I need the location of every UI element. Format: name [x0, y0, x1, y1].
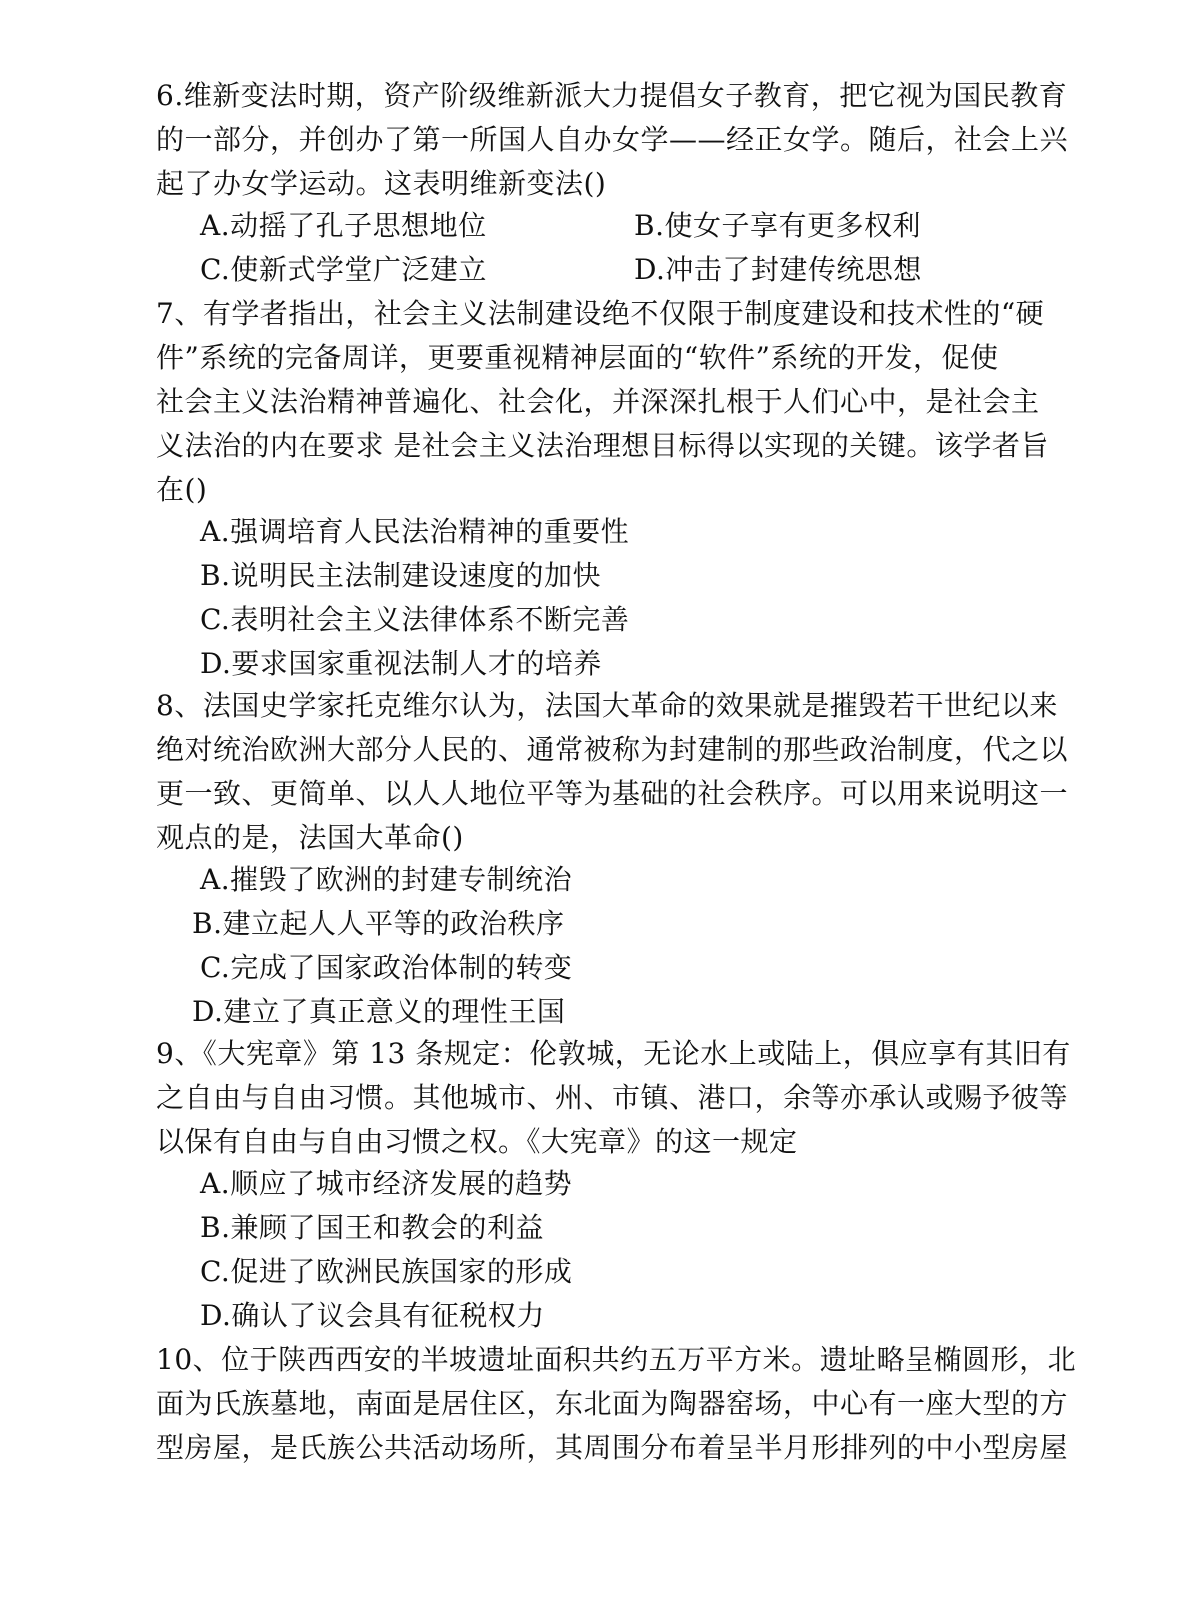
question-8-stem-line-4: 观点的是，法国大革命(): [156, 821, 464, 854]
question-6-stem-line-1: 6.维新变法时期，资产阶级维新派大力提倡女子教育，把它视为国民教育: [156, 79, 1068, 112]
question-9-stem-line-2: 之自由与自由习惯。其他城市、州、市镇、港口，余等亦承认或赐予彼等: [156, 1081, 1069, 1114]
question-7-stem-line-1: 7、有学者指出，社会主义法制建设绝不仅限于制度建设和技术性的“硬: [156, 297, 1045, 330]
question-9-option-c: C.促进了欧洲民族国家的形成: [200, 1255, 573, 1288]
question-9-stem-line-3: 以保有自由与自由习惯之权。《大宪章》的这一规定: [156, 1125, 798, 1158]
question-8-stem-line-2: 绝对统治欧洲大部分人民的、通常被称为封建制的那些政治制度，代之以: [156, 733, 1069, 766]
question-9-option-b: B.兼顾了国王和教会的利益: [200, 1211, 544, 1244]
question-7-option-d: D.要求国家重视法制人才的培养: [200, 647, 602, 680]
question-8-option-d: D.建立了真正意义的理性王国: [192, 995, 566, 1028]
question-7-stem-line-4: 义法治的内在要求 是社会主义法治理想目标得以实现的关键。该学者旨: [156, 429, 1049, 462]
question-6-stem-line-3: 起了办女学运动。这表明维新变法(): [156, 167, 607, 200]
question-10-stem-line-1: 10、位于陕西西安的半坡遗址面积共约五万平方米。遗址略呈椭圆形，北: [156, 1343, 1077, 1376]
question-9-option-a: A.顺应了城市经济发展的趋势: [200, 1167, 573, 1200]
question-8-option-c: C.完成了国家政治体制的转变: [200, 951, 573, 984]
question-6-option-c: C.使新式学堂广泛建立: [200, 253, 487, 286]
question-7-stem-line-5: 在(): [156, 473, 208, 506]
question-7-option-b: B.说明民主法制建设速度的加快: [200, 559, 601, 592]
question-9-option-d: D.确认了议会具有征税权力: [200, 1299, 545, 1332]
question-8-stem-line-3: 更一致、更简单、以人人地位平等为基础的社会秩序。可以用来说明这一: [156, 777, 1069, 810]
question-8-option-a: A.摧毁了欧洲的封建专制统治: [200, 863, 573, 896]
question-8-option-b: B.建立起人人平等的政治秩序: [192, 907, 565, 940]
question-9-stem-line-1: 9、《大宪章》第 13 条规定：伦敦城，无论水上或陆上，俱应享有其旧有: [156, 1037, 1071, 1070]
question-7-option-a: A.强调培育人民法治精神的重要性: [200, 515, 630, 548]
question-6-stem-line-2: 的一部分，并创办了第一所国人自办女学——经正女学。随后，社会上兴: [156, 123, 1069, 156]
question-7-option-c: C.表明社会主义法律体系不断完善: [200, 603, 630, 636]
question-7-stem-line-2: 件”系统的完备周详，更要重视精神层面的“软件”系统的开发，促使: [156, 341, 999, 374]
question-8-stem-line-1: 8、法国史学家托克维尔认为，法国大革命的效果就是摧毁若干世纪以来: [156, 689, 1058, 722]
question-7-stem-line-3: 社会主义法治精神普遍化、社会化，并深深扎根于人们心中，是社会主: [156, 385, 1040, 418]
question-10-stem-line-3: 型房屋，是氏族公共活动场所，其周围分布着呈半月形排列的中小型房屋: [156, 1431, 1069, 1464]
question-6-option-b: B.使女子享有更多权利: [634, 209, 921, 242]
question-6-option-d: D.冲击了封建传统思想: [634, 253, 922, 286]
question-10-stem-line-2: 面为氏族墓地，南面是居住区，东北面为陶器窑场，中心有一座大型的方: [156, 1387, 1069, 1420]
question-6-option-a: A.动摇了孔子思想地位: [200, 209, 487, 242]
